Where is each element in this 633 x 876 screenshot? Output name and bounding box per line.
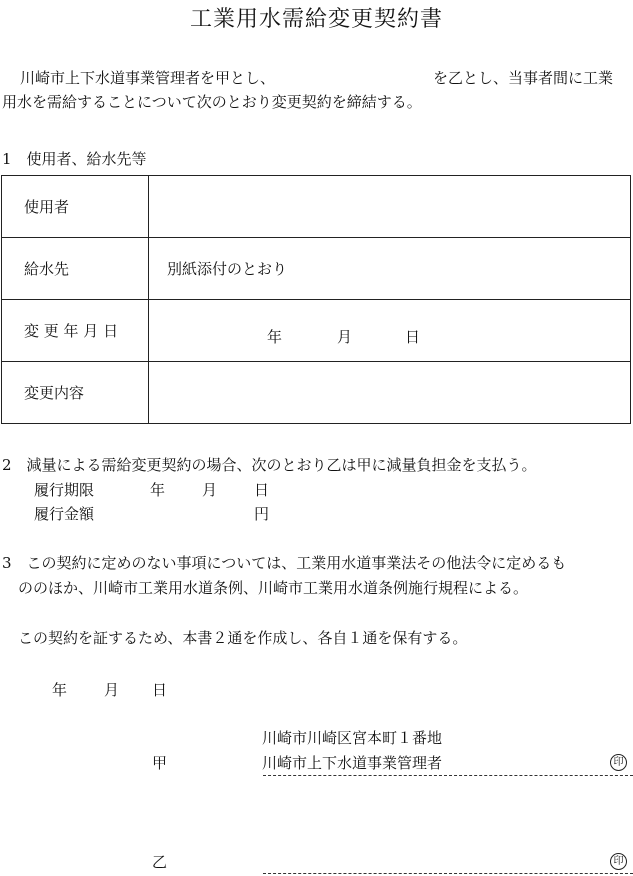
row-label-content: 変更内容 [2, 362, 149, 424]
closing-text: この契約を証するため、本書２通を作成し、各自１通を保有する。 [18, 629, 468, 647]
row-value-content [149, 362, 631, 424]
party-a-name: 川崎市上下水道事業管理者 [262, 754, 443, 772]
period-month: 月 [202, 481, 218, 499]
row-label-user: 使用者 [2, 176, 149, 238]
table-row [2, 238, 631, 300]
party-b-label: 乙 [152, 853, 168, 871]
sign-date-year: 年 [52, 681, 68, 699]
change-date-day: 日 [405, 327, 421, 346]
table-row [2, 300, 631, 362]
sign-date-month: 月 [104, 681, 120, 699]
section3-line2: ののほか、川崎市工業用水道条例、川崎市工業用水道条例施行規程による。 [18, 579, 529, 597]
section1-heading: 1 使用者、給水先等 [2, 150, 147, 168]
section3-line1: 3 この契約に定めのない事項については、工業用水道事業法その他法令に定めるも [2, 554, 567, 572]
intro-line1-a: 川崎市上下水道事業管理者を甲とし、 [20, 69, 276, 87]
table-row [2, 362, 631, 424]
change-date-year: 年 [267, 327, 283, 346]
info-table [1, 175, 631, 424]
sign-date-day: 日 [152, 681, 168, 699]
row-value-supply: 別紙添付のとおり [149, 238, 631, 300]
row-label-change-date: 変 更 年 月 日 [2, 300, 149, 362]
party-b-signature-line [263, 873, 633, 874]
party-a-signature-line [263, 775, 633, 776]
party-a-seal-icon: 印 [610, 754, 627, 771]
period-year: 年 [150, 481, 166, 499]
row-value-change-date [149, 300, 631, 362]
amount-unit: 円 [254, 505, 270, 523]
row-value-user [149, 176, 631, 238]
document-title: 工業用水需給変更契約書 [189, 7, 443, 32]
intro-line2: 用水を需給することについて次のとおり変更契約を締結する。 [2, 93, 422, 111]
row-label-supply: 給水先 [2, 238, 149, 300]
change-date-month: 月 [337, 327, 353, 346]
period-label: 履行期限 [34, 481, 95, 499]
intro-line1-b: を乙とし、当事者間に工業 [433, 69, 614, 87]
period-day: 日 [254, 481, 270, 499]
party-a-address: 川崎市川崎区宮本町１番地 [262, 729, 443, 747]
party-a-label: 甲 [152, 754, 168, 772]
section2-heading: 2 減量による需給変更契約の場合、次のとおり乙は甲に減量負担金を支払う。 [2, 456, 537, 474]
amount-label: 履行金額 [34, 505, 95, 523]
table-row [2, 176, 631, 238]
party-b-seal-icon: 印 [610, 853, 627, 870]
